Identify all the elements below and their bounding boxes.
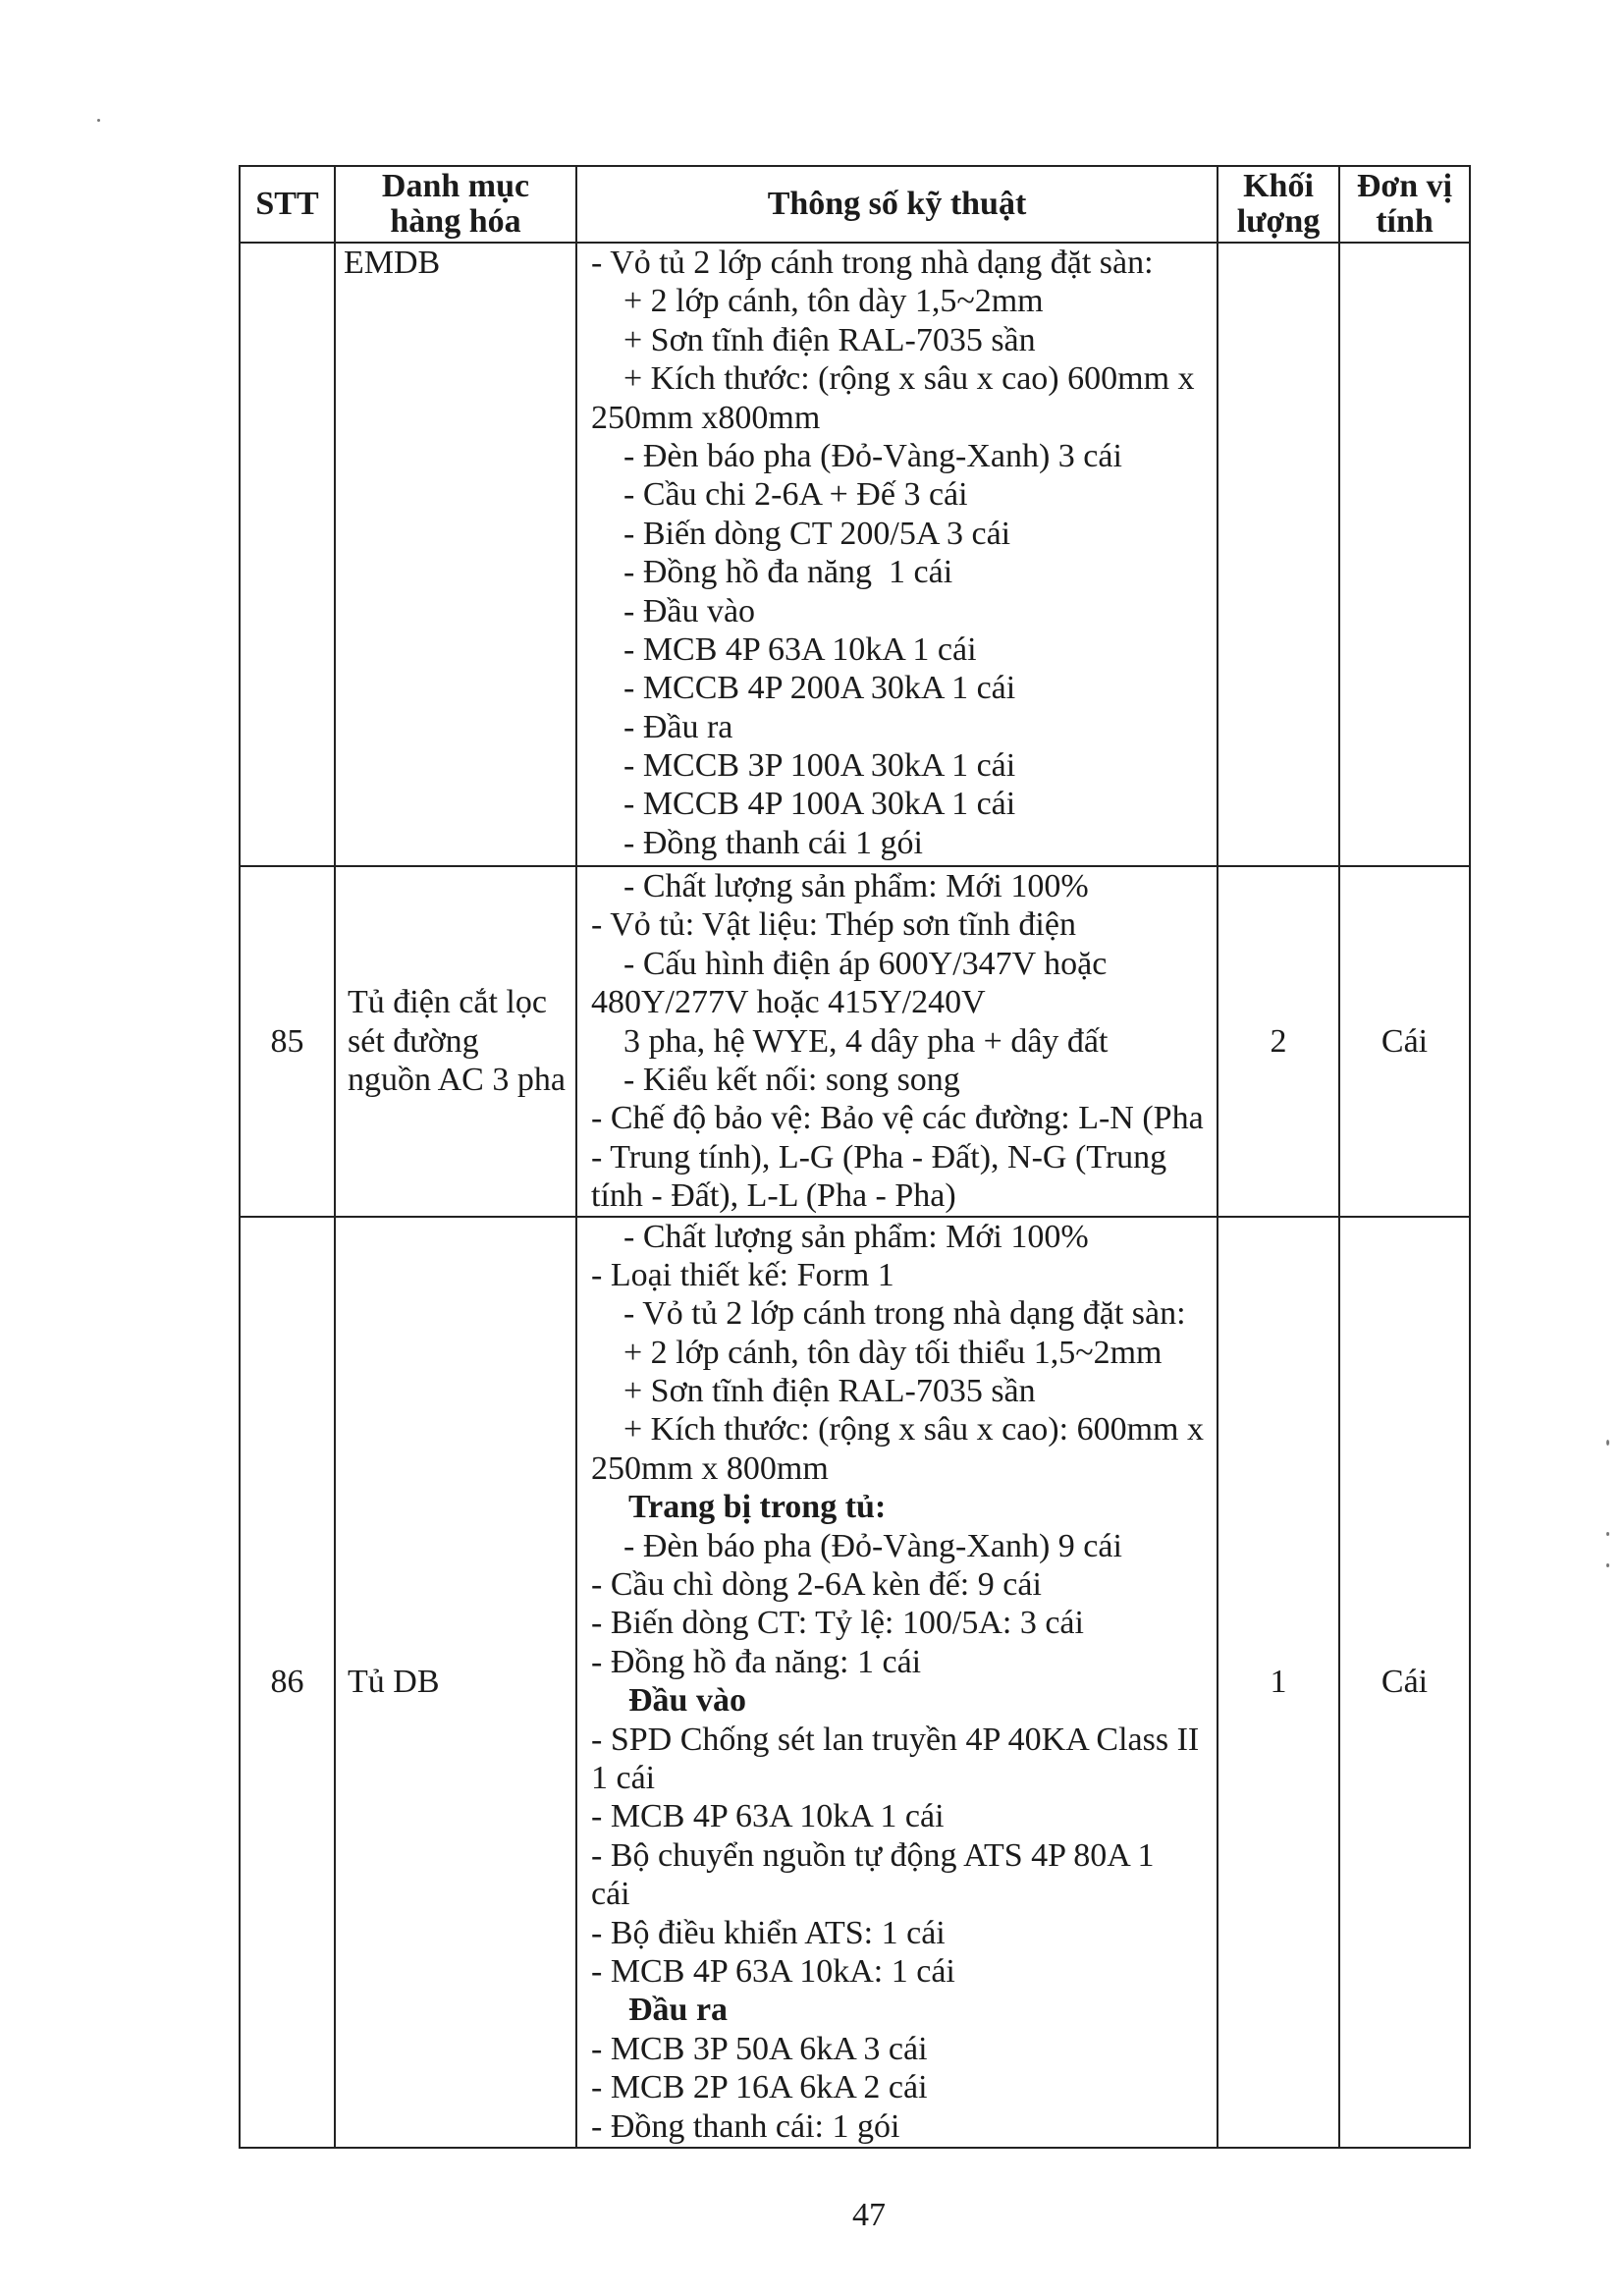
stt-value: 86	[270, 1663, 304, 1700]
header-item-name-line: Danh mục	[381, 168, 530, 204]
scan-speck	[97, 119, 100, 122]
cell-spec	[576, 243, 1218, 866]
item-name-line: Tủ DB	[348, 1663, 440, 1700]
goods-spec-table	[239, 165, 1471, 2149]
spec-line: - MCB 4P 63A 10kA: 1 cái	[591, 1952, 955, 1990]
spec-line: - Biến dòng CT 200/5A 3 cái	[623, 515, 1011, 552]
spec-line: + Sơn tĩnh điện RAL-7035 sần	[623, 1373, 1036, 1410]
item-name-line: Tủ điện cắt lọc	[348, 984, 547, 1021]
spec-line: tính - Đất), L-L (Pha - Pha)	[591, 1177, 956, 1215]
header-quantity	[1218, 166, 1339, 243]
spec-line: - Kiểu kết nối: song song	[623, 1061, 960, 1098]
spec-line: - SPD Chống sét lan truyền 4P 40KA Class II	[591, 1721, 1200, 1758]
spec-line: - Bộ điều khiển ATS: 1 cái	[591, 1914, 946, 1951]
table-row	[240, 243, 1470, 866]
spec-line: cái	[591, 1876, 630, 1913]
spec-section-heading: Đầu vào	[628, 1682, 746, 1720]
header-quantity-line: Khối	[1243, 168, 1314, 204]
spec-line: - Đèn báo pha (Đỏ-Vàng-Xanh) 9 cái	[623, 1527, 1122, 1564]
page-number: 47	[852, 2197, 886, 2233]
cell-stt	[240, 866, 335, 1217]
cell-quantity	[1218, 1217, 1339, 2148]
spec-line: + Kích thước: (rộng x sâu x cao): 600mm x	[623, 1411, 1204, 1449]
spec-line: - Loại thiết kế: Form 1	[591, 1256, 894, 1293]
spec-line: - Đồng thanh cái: 1 gói	[591, 2107, 900, 2145]
header-item-name	[335, 166, 576, 243]
spec-line: - MCCB 4P 200A 30kA 1 cái	[623, 670, 1016, 707]
spec-line: + Kích thước: (rộng x sâu x cao) 600mm x	[623, 360, 1195, 398]
scan-speck	[1606, 1440, 1609, 1446]
spec-section-heading: Đầu ra	[628, 1992, 729, 2029]
spec-section-heading: Trang bị trong tủ:	[628, 1489, 887, 1526]
spec-line: - Vỏ tủ 2 lớp cánh trong nhà dạng đặt sàn:	[591, 245, 1154, 281]
table-header-row	[240, 166, 1470, 243]
unit-value: Cái	[1380, 1663, 1429, 1700]
spec-line: - MCB 3P 50A 6kA 3 cái	[591, 2030, 928, 2067]
spec-line: - Trung tính), L-G (Pha - Đất), N-G (Trung	[591, 1138, 1167, 1175]
spec-line: 1 cái	[591, 1759, 656, 1796]
header-stt-label: STT	[255, 186, 319, 222]
cell-quantity	[1218, 243, 1339, 866]
spec-line: + 2 lớp cánh, tôn dày 1,5~2mm	[623, 283, 1044, 320]
spec-line: - MCB 2P 16A 6kA 2 cái	[591, 2069, 928, 2106]
cell-item-name	[335, 866, 576, 1217]
spec-line: - MCCB 3P 100A 30kA 1 cái	[623, 747, 1016, 785]
spec-line: - Đồng hồ đa năng 1 cái	[623, 554, 953, 591]
cell-item-name	[335, 1217, 576, 2148]
spec-line: - MCB 4P 63A 10kA 1 cái	[591, 1798, 945, 1835]
item-name-line: nguồn AC 3 pha	[348, 1061, 566, 1098]
cell-stt	[240, 243, 335, 866]
cell-unit	[1339, 866, 1470, 1217]
cell-quantity	[1218, 866, 1339, 1217]
spec-line: - Biến dòng CT: Tỷ lệ: 100/5A: 3 cái	[591, 1605, 1084, 1642]
unit-value: Cái	[1380, 1022, 1429, 1060]
spec-line: 3 pha, hệ WYE, 4 dây pha + dây đất	[623, 1022, 1109, 1060]
spec-line: - Cầu chì dòng 2-6A kèn đế: 9 cái	[591, 1566, 1042, 1604]
spec-line: - Chất lượng sản phẩm: Mới 100%	[623, 1218, 1089, 1255]
quantity-value: 1	[1270, 1663, 1287, 1700]
cell-spec	[576, 866, 1218, 1217]
spec-line: - Cầu chi 2-6A + Đế 3 cái	[623, 476, 968, 514]
header-quantity-line: lượng	[1236, 203, 1321, 240]
spec-line: 480Y/277V hoặc 415Y/240V	[591, 984, 986, 1021]
stt-value: 85	[270, 1022, 304, 1060]
header-unit-line: Đơn vị	[1356, 168, 1453, 204]
spec-line: + Sơn tĩnh điện RAL-7035 sần	[623, 321, 1036, 358]
spec-line: - Vỏ tủ: Vật liệu: Thép sơn tĩnh điện	[591, 906, 1076, 944]
spec-line: - Đồng thanh cái 1 gói	[623, 824, 923, 861]
spec-line: - MCCB 4P 100A 30kA 1 cái	[623, 786, 1016, 823]
header-item-name-line: hàng hóa	[390, 203, 521, 240]
spec-line: - Cấu hình điện áp 600Y/347V hoặc	[623, 945, 1108, 982]
spec-line: 250mm x 800mm	[591, 1449, 829, 1487]
header-stt	[240, 166, 335, 243]
quantity-value: 2	[1270, 1022, 1287, 1060]
scan-speck	[1606, 1532, 1609, 1536]
cell-unit	[1339, 243, 1470, 866]
cell-unit	[1339, 1217, 1470, 2148]
cell-item-name	[335, 243, 576, 866]
header-unit-line: tính	[1376, 203, 1434, 240]
spec-line: + 2 lớp cánh, tôn dày tối thiểu 1,5~2mm	[623, 1334, 1163, 1371]
header-unit	[1339, 166, 1470, 243]
spec-line: - Đầu vào	[623, 592, 756, 629]
spec-line: - Chất lượng sản phẩm: Mới 100%	[623, 868, 1089, 904]
cell-spec	[576, 1217, 1218, 2148]
cell-stt	[240, 1217, 335, 2148]
spec-line: - MCB 4P 63A 10kA 1 cái	[623, 630, 977, 668]
spec-line: - Đầu ra	[623, 708, 733, 745]
table-row	[240, 1217, 1470, 2148]
spec-line: - Bộ chuyển nguồn tự động ATS 4P 80A 1	[591, 1836, 1155, 1874]
spec-line: - Đồng hồ đa năng: 1 cái	[591, 1643, 922, 1680]
spec-line: - Chế độ bảo vệ: Bảo vệ các đường: L-N (Pha	[591, 1100, 1204, 1137]
item-name-line: EMDB	[344, 245, 441, 281]
header-spec	[576, 166, 1218, 243]
scan-speck	[1606, 1563, 1609, 1567]
spec-line: - Đèn báo pha (Đỏ-Vàng-Xanh) 3 cái	[623, 437, 1122, 474]
header-spec-label: Thông số kỹ thuật	[767, 186, 1027, 222]
item-name-line: sét đường	[348, 1022, 479, 1060]
spec-line: 250mm x800mm	[591, 399, 821, 436]
table-row	[240, 866, 1470, 1217]
spec-line: - Vỏ tủ 2 lớp cánh trong nhà dạng đặt sàn:	[623, 1295, 1186, 1333]
